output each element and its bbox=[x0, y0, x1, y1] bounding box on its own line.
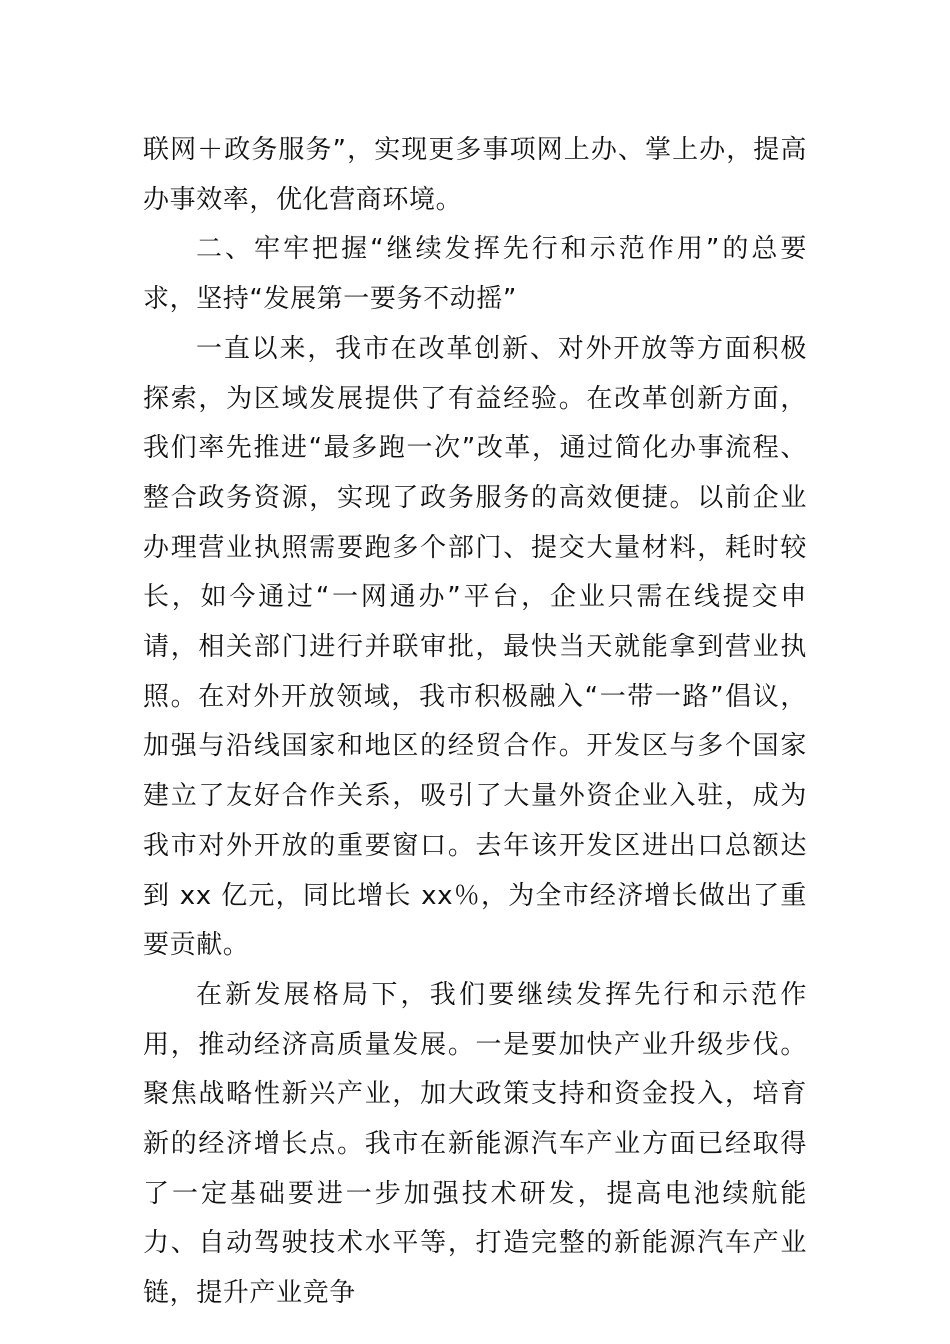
paragraph-continuation: 联网＋政务服务”，实现更多事项网上办、掌上办，提高办事效率，优化营商环境。 bbox=[143, 135, 807, 215]
paragraph-reform: 一直以来，我市在改革创新、对外开放等方面积极探索，为区域发展提供了有益经验。在改革创新方面，我们率先推进“最多跑一次”改革，通过简化办事流程、整合政务资源，实现了政务服务的高效便捷。以前企业办理营业执照需要跑多个部门、提交大量材料，耗时较长，如今通过“一网通办”平台，企业只需在线提交申请，相关部门进行并联审批，最快当天就能拿到营业执照。在对外开放领域，我市积极融入“一带一路”倡议，加强与沿线国家和地区的经贸合作。开发区与多个国家建立了友好合作关系，吸引了大量外资企业入驻，成为我市对外开放的重要窗口。去年该开发区进出口总额达到 xx 亿元，同比增长 xx％，为全市经济增长做出了重要贡献。 bbox=[143, 333, 807, 961]
section-heading: 二、牢牢把握“继续发挥先行和示范作用”的总要求，坚持“发展第一要务不动摇” bbox=[143, 234, 807, 315]
document-body bbox=[143, 126, 807, 1319]
paragraph-development: 在新发展格局下，我们要继续发挥先行和示范作用，推动经济高质量发展。一是要加快产业升级步伐。聚焦战略性新兴产业，加大政策支持和资金投入，培育新的经济增长点。我市在新能源汽车产业方面已经取得了一定基础要进一步加强技术研发，提高电池续航能力、自动驾驶技术水平等，打造完整的新能源汽车产业链，提升产业竞争 bbox=[143, 979, 807, 1309]
